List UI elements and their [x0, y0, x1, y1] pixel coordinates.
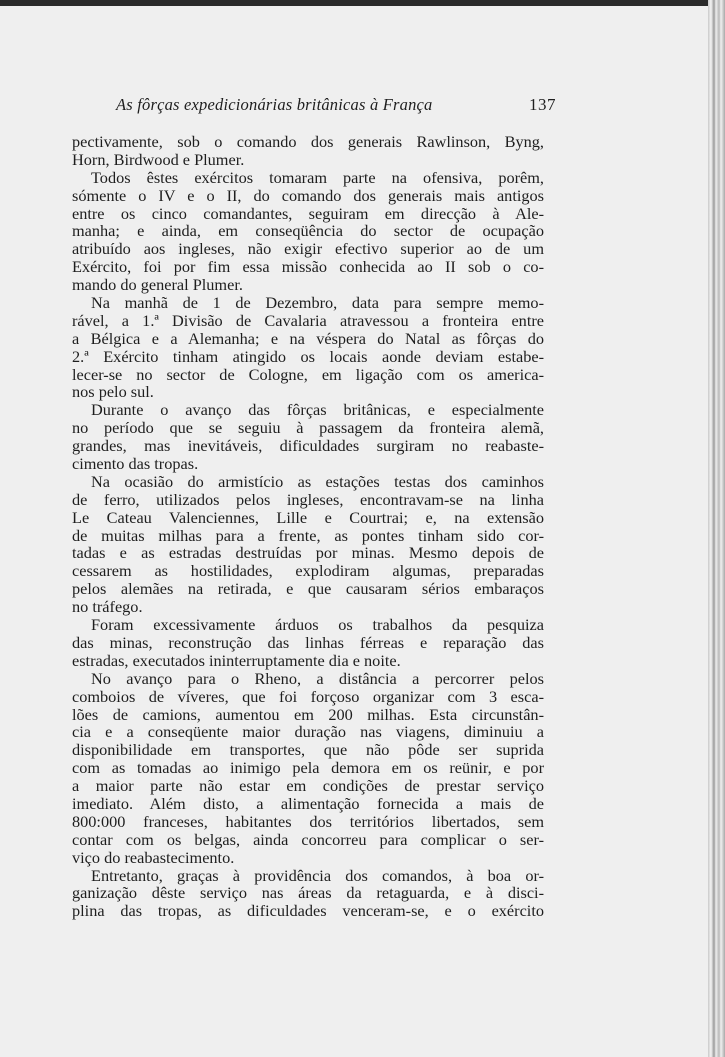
text-line: disponibilidade em transportes, que não pôde ser suprida — [72, 740, 544, 760]
text-line: a maior parte não estar em condições de prestar serviço — [72, 776, 544, 796]
text-line: com as tomadas ao inimigo pela demora em os reünir, e por — [72, 758, 544, 778]
text-line: tadas e as estradas destruídas por minas. Mesmo depois de — [72, 543, 544, 563]
text-line: 800:000 franceses, habitantes dos territórios libertados, sem — [72, 811, 544, 831]
running-title: As fôrças expedicionárias britânicas à França — [116, 95, 433, 114]
text-line: grandes, mas inevitáveis, dificuldades surgiram no reabaste- — [72, 436, 544, 456]
text-line: Todos êstes exércitos tomaram parte na ofensiva, porêm, — [91, 167, 544, 187]
text-line: viço do reabastecimento. — [72, 847, 235, 867]
text-line: plina das tropas, as dificuldades venceram-se, e o exército — [72, 901, 544, 921]
text-line: cia e a conseqüente maior duração nas viagens, diminuiu a — [72, 722, 544, 742]
text-line: mando do general Plumer. — [72, 275, 243, 295]
text-line: das minas, reconstrução das linhas férreas e reparação das — [72, 632, 544, 652]
text-line: de muitas milhas para a frente, as pontes tinham sido cor- — [72, 525, 544, 545]
text-line: nos pelo sul. — [72, 382, 154, 402]
text-line: comboios de víveres, que foi forçoso organizar com 3 esca- — [72, 686, 544, 706]
text-line: Foram excessivamente árduos os trabalhos da pesquiza — [91, 615, 544, 635]
text-line: de ferro, utilizados pelos ingleses, encontravam-se na linha — [72, 489, 544, 509]
text-line: no período que se seguiu à passagem da fronteira alemã, — [72, 418, 544, 438]
text-line: sómente o IV e o II, do comando dos generais mais antigos — [72, 185, 544, 205]
text-line: manha; e ainda, em conseqüência do sector de ocupação — [72, 221, 544, 241]
text-line: Durante o avanço das fôrças britânicas, e especialmente — [91, 400, 544, 420]
page-number: 137 — [529, 95, 556, 114]
body-text — [72, 133, 544, 920]
text-line: ganização dêste serviço nas áreas da retaguarda, e à disci- — [72, 883, 544, 903]
text-line: cessarem as hostilidades, explodiram algumas, preparadas — [72, 561, 544, 581]
text-line: no tráfego. — [72, 597, 143, 617]
text-line: cimento das tropas. — [72, 454, 199, 474]
text-line: estradas, executados ininterruptamente dia e noite. — [72, 650, 401, 670]
text-line: Na ocasião do armistício as estações testas dos caminhos — [91, 471, 544, 491]
text-line: imediato. Além disto, a alimentação fornecida a mais de — [72, 793, 544, 813]
page-edge — [708, 0, 725, 1057]
text-line: No avanço para o Rheno, a distância a percorrer pelos — [91, 668, 544, 688]
running-header — [116, 95, 556, 115]
text-line: 2.ª Exército tinham atingido os locais aonde deviam estabe- — [72, 346, 544, 366]
text-line: Exército, foi por fim essa missão conhecida ao II sob o co- — [72, 257, 544, 277]
text-line: atribuído aos ingleses, não exigir efectivo superior ao de um — [72, 239, 544, 259]
text-line: Na manhã de 1 de Dezembro, data para sempre memo- — [91, 293, 544, 313]
text-line: pelos alemães na retirada, e que causaram sérios embaraços — [72, 579, 544, 599]
text-line: Horn, Birdwood e Plumer. — [72, 149, 245, 169]
text-line: pectivamente, sob o comando dos generais Rawlinson, Byng, — [72, 132, 544, 151]
text-line: a Bélgica e a Alemanha; e na véspera do Natal as fôrças do — [72, 328, 544, 348]
text-line: entre os cinco comandantes, seguiram em direcção à Ale- — [72, 203, 544, 223]
text-line: lecer-se no sector de Cologne, em ligação com os america- — [72, 364, 544, 384]
text-line: contar com os belgas, ainda concorreu para complicar o ser- — [72, 829, 544, 849]
text-line: rável, a 1.ª Divisão de Cavalaria atravessou a fronteira entre — [72, 310, 544, 330]
text-line: Entretanto, graças à providência dos comandos, à boa or- — [91, 865, 544, 885]
text-line: lões de camions, aumentou em 200 milhas. Esta circunstân- — [72, 704, 544, 724]
text-line: Le Cateau Valenciennes, Lille e Courtrai; e, na extensão — [72, 507, 544, 527]
